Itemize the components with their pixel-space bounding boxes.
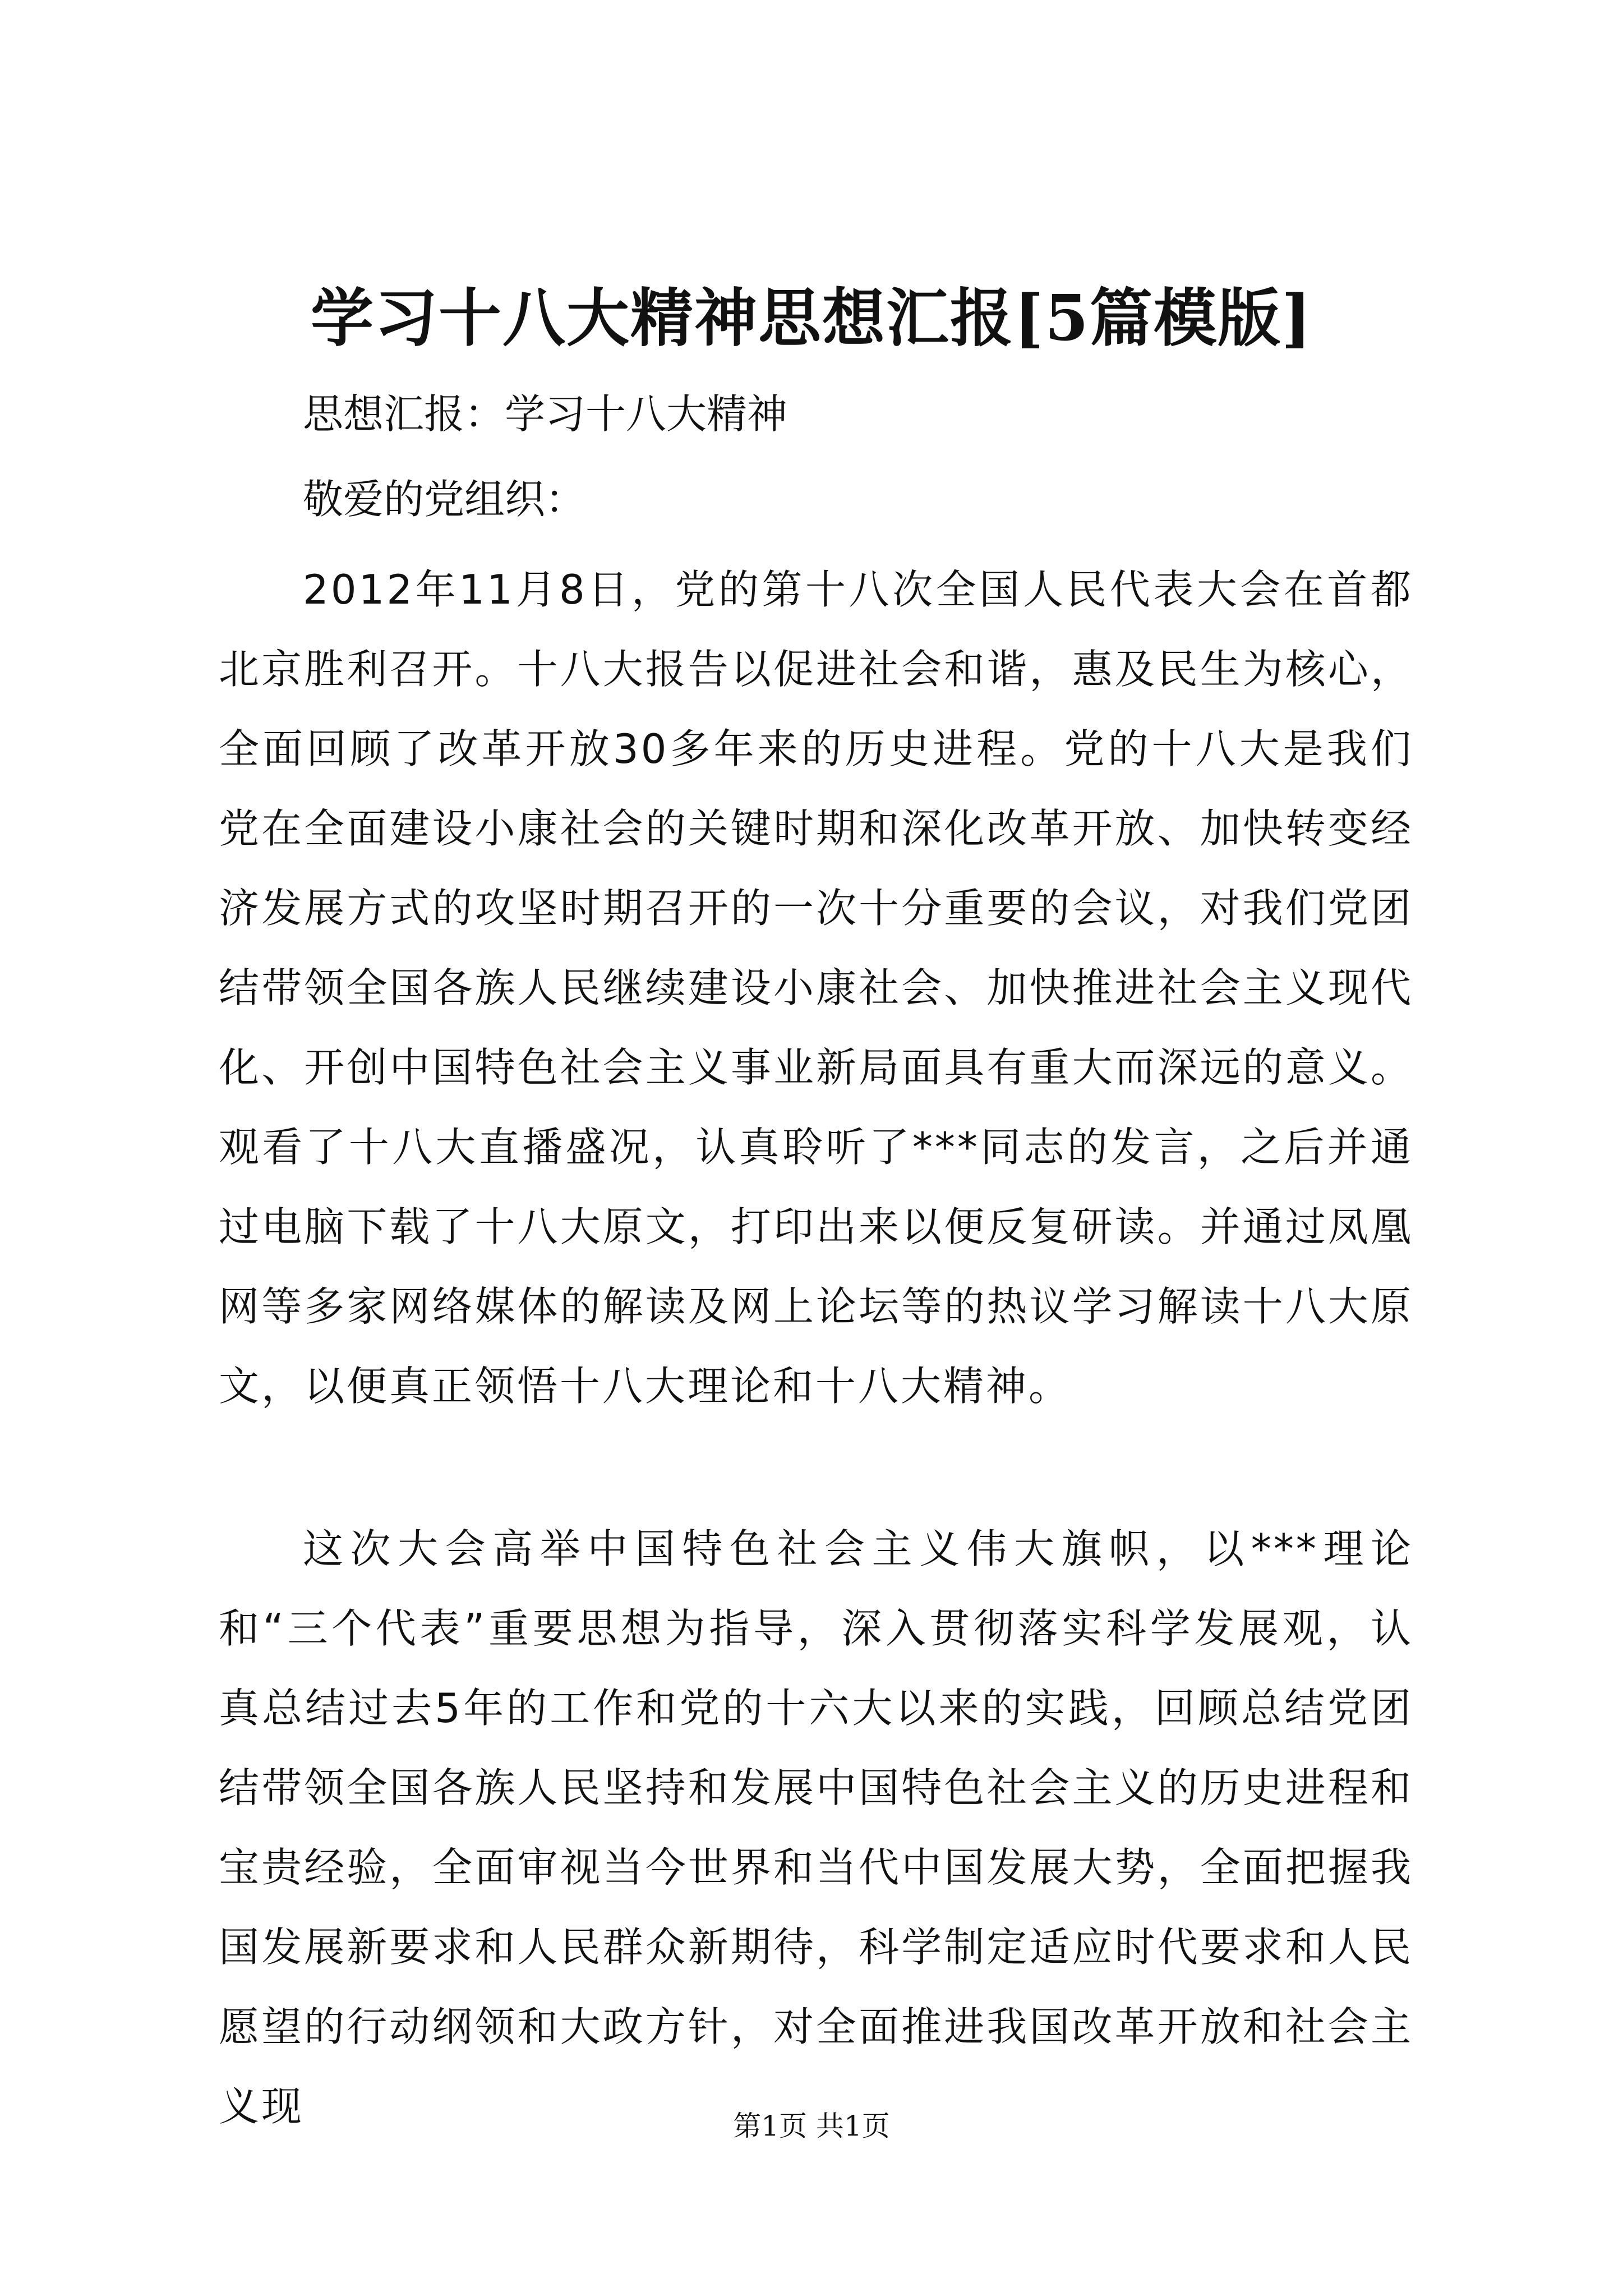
document-title: 学习十八大精神思想汇报[5篇模版] [311,282,1312,355]
body-paragraph-2: 这次大会高举中国特色社会主义伟大旗帜，以***理论和“三个代表”重要思想为指导，深入贯彻落实科学发展观，认真总结过去5年的工作和党的十六大以来的实践，回顾总结党团结带领全国各族人民坚持和发展中国特色社会主义的历史进程和宝贵经验，全面审视当今世界和当代中国发展大势，全面把握我国发展新要求和人民群众新期待，科学制定适应时代要求和人民愿望的行动纲领和大政方针，对全面推进我国改革开放和社会主义现 [219,1525,1413,2130]
document-subtitle: 思想汇报：学习十八大精神 [303,390,788,438]
salutation: 敬爱的党组织： [303,476,586,523]
body-paragraph-1: 2012年11月8日，党的第十八次全国人民代表大会在首都北京胜利召开。十八大报告以促进社会和谐，惠及民生为核心，全面回顾了改革开放30多年来的历史进程。党的十八大是我们党在全面建设小康社会的关键时期和深化改革开放、加快转变经济发展方式的攻坚时期召开的一次十分重要的会议，对我们党团结带领全国各族人民继续建设小康社会、加快推进社会主义现代化、开创中国特色社会主义事业新局面具有重大而深远的意义。观看了十八大直播盛况，认真聆听了***同志的发言，之后并通过电脑下载了十八大原文，打印出来以便反复研读。并通过凤凰网等多家网络媒体的解读及网上论坛等的热议学习解读十八大原文，以便真正领悟十八大理论和十八大精神。 [219,566,1413,1410]
page-footer: 第1页 共1页 [733,2110,890,2142]
